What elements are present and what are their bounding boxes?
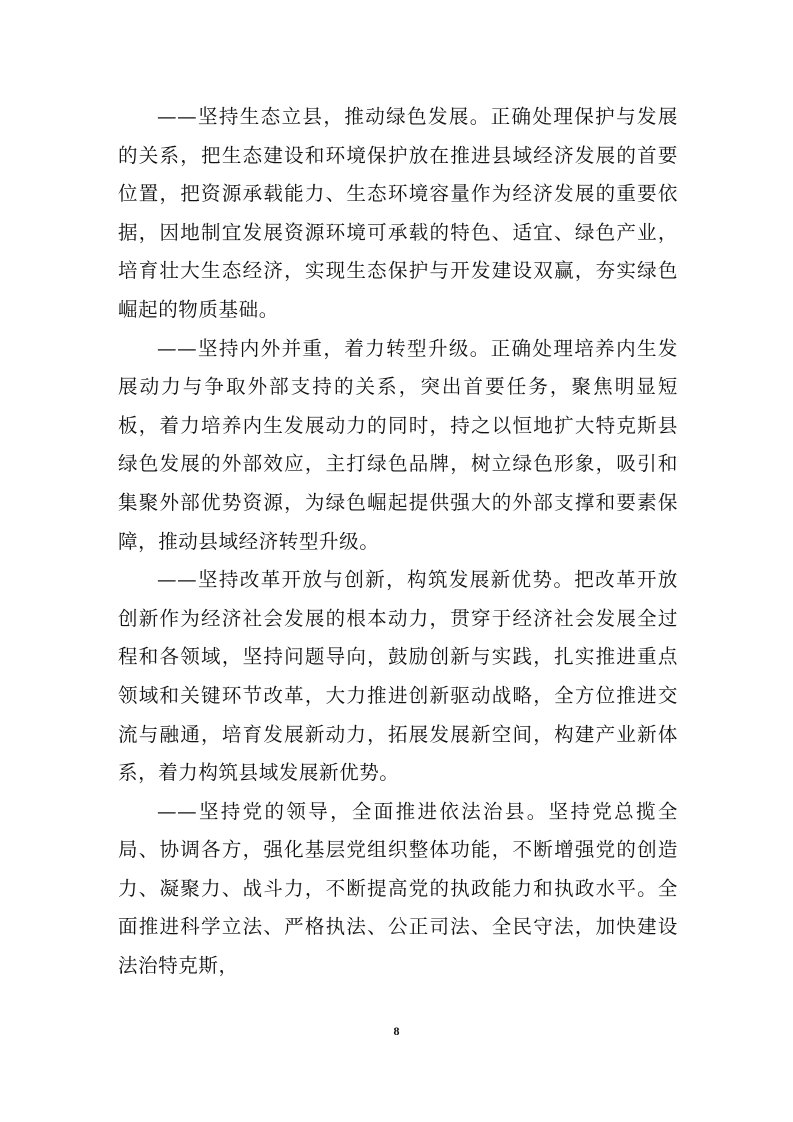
page-number: 8 (393, 1024, 400, 1038)
paragraph-party-leadership: ——坚持党的领导，全面推进依法治县。坚持党总揽全局、协调各方，强化基层党组织整体功能，不断增强党的创造力、凝聚力、战斗力，不断提高党的执政能力和执政水平。全面推进科学立法、严格执法、公正司法、全民守法，加快建设法治特克斯， (118, 799, 678, 978)
paragraph-reform-innovation: ——坚持改革开放与创新，构筑发展新优势。把改革开放创新作为经济社会发展的根本动力，贯穿于经济社会发展全过程和各领域，坚持问题导向，鼓励创新与实践，扎实推进重点领域和关键环节改革，大力推进创新驱动战略，全方位推进交流与融通，培育发展新动力，拓展发展新空间，构建产业新体系，着力构筑县域发展新优势。 (118, 568, 678, 785)
document-body (118, 98, 678, 986)
paragraph-internal-external: ——坚持内外并重，着力转型升级。正确处理培养内生发展动力与争取外部支持的关系，突出首要任务，聚焦明显短板，着力培养内生发展动力的同时，持之以恒地扩大特克斯县绿色发展的外部效应，主打绿色品牌，树立绿色形象，吸引和集聚外部优势资源，为绿色崛起提供强大的外部支撑和要素保障，推动县域经济转型升级。 (118, 336, 678, 553)
paragraph-ecology: ——坚持生态立县，推动绿色发展。正确处理保护与发展的关系，把生态建设和环境保护放在推进县域经济发展的首要位置，把资源承载能力、生态环境容量作为经济发展的重要依据，因地制宜发展资源环境可承载的特色、适宜、绿色产业，培育壮大生态经济，实现生态保护与开发建设双赢，夯实绿色崛起的物质基础。 (118, 105, 678, 321)
